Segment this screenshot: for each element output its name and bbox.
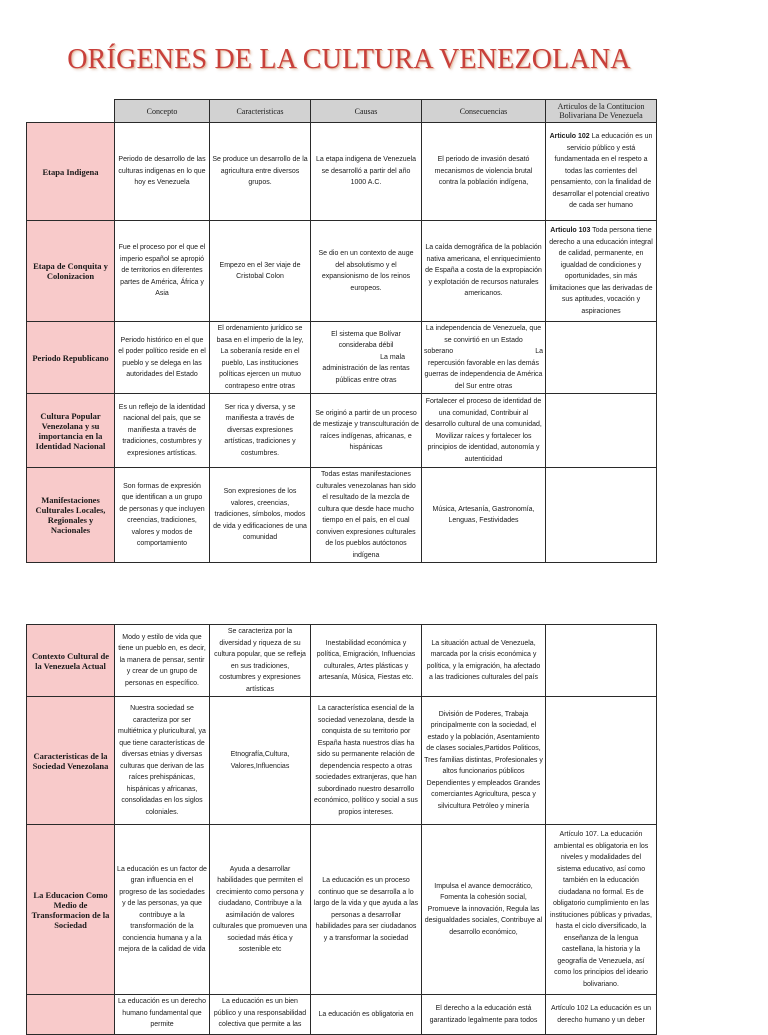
consecuencias-line — [424, 346, 543, 358]
cell-articulo — [546, 221, 657, 322]
causas-line: administración de las rentas públicas entre otras — [322, 365, 410, 384]
table-row — [27, 221, 657, 322]
header-blank-cell — [27, 100, 115, 123]
cell-consecuencias: El periodo de invasión desató mecanismos de violencia brutal contra la población indígena, — [422, 123, 546, 221]
header-consecuencias: Consecuencias — [422, 100, 546, 123]
society-table — [26, 624, 657, 1035]
consecuencias-line: repercusión favorable en las demás guerras de independencia de América del Sur entre otras — [424, 359, 543, 390]
article-number: Articulo 103 — [550, 227, 591, 234]
row-heading: Contexto Cultural de la Venezuela Actual — [27, 625, 115, 697]
cell-articulo — [546, 394, 657, 468]
cell-causas: La etapa indigena de Venezuela se desarrolló a partir del año 1000 A.C. — [311, 123, 422, 221]
cell-articulo: Artículo 102 La educación es un derecho humano y un deber — [546, 995, 657, 1035]
cell-concepto: Es un reflejo de la identidad nacional del país, que se manifiesta a través de tradiciones, costumbres y expresiones artísticas. — [115, 394, 210, 468]
row-heading: Etapa Indigena — [27, 123, 115, 221]
cell-consecuencias: Música, Artesanía, Gastronomía, Lenguas, Festividades — [422, 468, 546, 563]
cell-causas: Se dio en un contexto de auge del absolutismo y el expansionismo de los reinos europeos. — [311, 221, 422, 322]
cell-concepto: Periodo histórico en el que el poder político reside en el pueblo y se delega en las autoridades del Estado — [115, 322, 210, 394]
header-causas: Causas — [311, 100, 422, 123]
page-title: ORÍGENES DE LA CULTURA VENEZOLANA — [67, 44, 631, 75]
origins-table — [26, 99, 657, 563]
cell-consecuencias: Fortalecer el proceso de identidad de una comunidad, Contribuir al desarrollo cultural de una comunidad, Movilizar raíces y fortalecer los principios de identidad, autonomía y autenticidad — [422, 394, 546, 468]
causas-line: La mala — [380, 353, 405, 361]
consecuencias-line: La independencia de Venezuela, que se convirtió en un Estado — [425, 325, 542, 344]
cell-consecuencias — [422, 322, 546, 394]
cell-concepto: Periodo de desarrollo de las culturas indigenas en lo que hoy es Venezuela — [115, 123, 210, 221]
row-heading: Cultura Popular Venezolana y su importancia en la Identidad Nacional — [27, 394, 115, 468]
cell-caracteristicas: La educación es un bien público y una responsabilidad colectiva que permite a las — [210, 995, 311, 1035]
causas-line: El sistema que Bolívar consideraba débil — [331, 330, 401, 350]
cell-consecuencias: Impulsa el avance democrático, Fomenta la cohesión social, Promueve la innovación, Regula las desigualdades sociales, Contribuye al desarrollo económico, — [422, 825, 546, 995]
cell-causas: La característica esencial de la sociedad venezolana, desde la conquista de su territorio por España hasta nuestros días ha sido su permanente relación de dependencia respecto a otras sociedades extranjeras, que han subordinado nuestro desarrollo económico, político y social a sus propios intereses. — [311, 697, 422, 825]
cell-concepto: Fue el proceso por el que el imperio español se apropió de territorios en diferentes partes de América, África y Asia — [115, 221, 210, 322]
cell-articulo: Artículo 107. La educación ambiental es obligatoria en los niveles y modalidades del sistema educativo, así como también en la educación ciudadana no formal. Es de obligatorio cumplimiento en las instituciones públicas y privadas, hasta el ciclo diversificado, la enseñanza de la lengua castellana, la historia y la geografía de Venezuela, así como los principios del ideario bolivariano. — [546, 825, 657, 995]
row-heading: Manifestaciones Culturales Locales, Regionales y Nacionales — [27, 468, 115, 563]
header-articulos: Articulos de la Contitucion Bolivariana De Venezuela — [546, 100, 657, 123]
cell-caracteristicas: Son expresiones de los valores, creencias, tradiciones, símbolos, modos de vida y edificaciones de una comunidad — [210, 468, 311, 563]
table-row — [27, 697, 657, 825]
cell-consecuencias: El derecho a la educación está garantizado legalmente para todos — [422, 995, 546, 1035]
cell-consecuencias: La situación actual de Venezuela, marcada por la crisis económica y política, y la emigración, ha afectado a las tradiciones culturales del país — [422, 625, 546, 697]
cell-causas: Inestabilidad económica y política, Emigración, Influencias culturales, Artes plásticas y artesanía, Música, Fiestas etc. — [311, 625, 422, 697]
cell-causas: Se originó a partir de un proceso de mestizaje y transculturación de raíces indígenas, africanas, e hispánicas — [311, 394, 422, 468]
table-row — [27, 468, 657, 563]
row-heading: Etapa de Conquita y Colonizacion — [27, 221, 115, 322]
table-row — [27, 995, 657, 1035]
table-row — [27, 322, 657, 394]
cell-concepto: Son formas de expresión que identifican a un grupo de personas y que incluyen creencias, tradiciones, valores y modos de comportamiento — [115, 468, 210, 563]
cell-concepto: Modo y estilo de vida que tiene un pueblo en, es decir, la manera de pensar, sentir y crear de un grupo de personas en específico. — [115, 625, 210, 697]
cell-articulo — [546, 697, 657, 825]
cell-concepto: Nuestra sociedad se caracteriza por ser multiétnica y pluricultural, ya que tiene características de diversas etnias y diversas culturas que derivan de las raíces prehispánicas, hispánicas y africanas, consolidadas en los siglos coloniales. — [115, 697, 210, 825]
cell-causas: La educación es obligatoria en — [311, 995, 422, 1035]
cell-caracteristicas: Se caracteriza por la diversidad y riqueza de su cultura popular, que se refleja en sus tradiciones, costumbres y expresiones artísticas — [210, 625, 311, 697]
table-row — [27, 625, 657, 697]
article-text: Toda persona tiene derecho a una educación integral de calidad, permanente, en igualdad de condiciones y oportunidades, sin más limitaciones que las derivadas de sus aptitudes, vocación y aspiraciones — [549, 227, 653, 315]
row-heading — [27, 995, 115, 1035]
cell-articulo — [546, 468, 657, 563]
cell-articulo — [546, 322, 657, 394]
cell-consecuencias: División de Poderes, Trabaja principalmente con la sociedad, el estado y la población, Asentamiento de clases sociales,Partidos Politicos, Tres familias distintas, Profesionales y altos funcionarios públicos Dependientes y empleados Grandes comerciantes Agricultura, pesca y silvicultura Petróleo y minería — [422, 697, 546, 825]
row-heading: Periodo Republicano — [27, 322, 115, 394]
header-caracteristicas: Caracteristicas — [210, 100, 311, 123]
cell-concepto: La educación es un factor de gran influencia en el progreso de las sociedades y de las personas, ya que contribuye a la transformación de la conciencia humana y a la mejora de la calidad de vida — [115, 825, 210, 995]
cell-articulo — [546, 123, 657, 221]
row-heading: Caracteristicas de la Sociedad Venezolana — [27, 697, 115, 825]
cell-causas: La educación es un proceso continuo que se desarrolla a lo largo de la vida y que ayuda a las personas a desarrollar habilidades para ser ciudadanos y a transformar la sociedad — [311, 825, 422, 995]
table-row — [27, 123, 657, 221]
cell-caracteristicas: Etnografía,Cultura, Valores,Influencias — [210, 697, 311, 825]
cell-causas — [311, 322, 422, 394]
cell-causas: Todas estas manifestaciones culturales venezolanas han sido el resultado de la mezcla de cultura que desde hace mucho tiempo en el país, en el cual conviven expresiones culturales de los pueblos autóctonos indígena — [311, 468, 422, 563]
cell-caracteristicas: Empezo en el 3er viaje de Cristobal Colon — [210, 221, 311, 322]
consecuencias-word: La — [535, 348, 543, 355]
cell-caracteristicas: Ayuda a desarrollar habilidades que permiten el crecimiento como persona y ciudadano, Contribuye a la asimilación de valores culturales que promueven una sociedad más ética y sostenible etc — [210, 825, 311, 995]
cell-caracteristicas: Ser rica y diversa, y se manifiesta a través de diversas expresiones artísticas, tradiciones y costumbres. — [210, 394, 311, 468]
article-text: La educación es un servicio público y está fundamentada en el respeto a todas las corrientes del pensamiento, con la finalidad de desarrollar el potencial creativo de cada ser humano — [550, 133, 653, 210]
table-row — [27, 394, 657, 468]
cell-articulo — [546, 625, 657, 697]
table-row — [27, 825, 657, 995]
cell-concepto: La educación es un derecho humano fundamental que permite — [115, 995, 210, 1035]
cell-consecuencias: La caída demográfica de la población nativa americana, el enriquecimiento de España a costa de la expropiación y explotación de recursos naturales americanos. — [422, 221, 546, 322]
consecuencias-word: soberano — [424, 348, 454, 355]
cell-caracteristicas: Se produce un desarrollo de la agricultura entre diversos grupos. — [210, 123, 311, 221]
table-header-row — [27, 100, 657, 123]
row-heading: La Educacion Como Medio de Transformacion de la Sociedad — [27, 825, 115, 995]
cell-caracteristicas: El ordenamiento jurídico se basa en el imperio de la ley, La soberanía reside en el pueblo, Las instituciones políticas ejercen un mutuo contrapeso entre otras — [210, 322, 311, 394]
article-number: Articulo 102 — [549, 133, 590, 141]
header-concepto: Concepto — [115, 100, 210, 123]
